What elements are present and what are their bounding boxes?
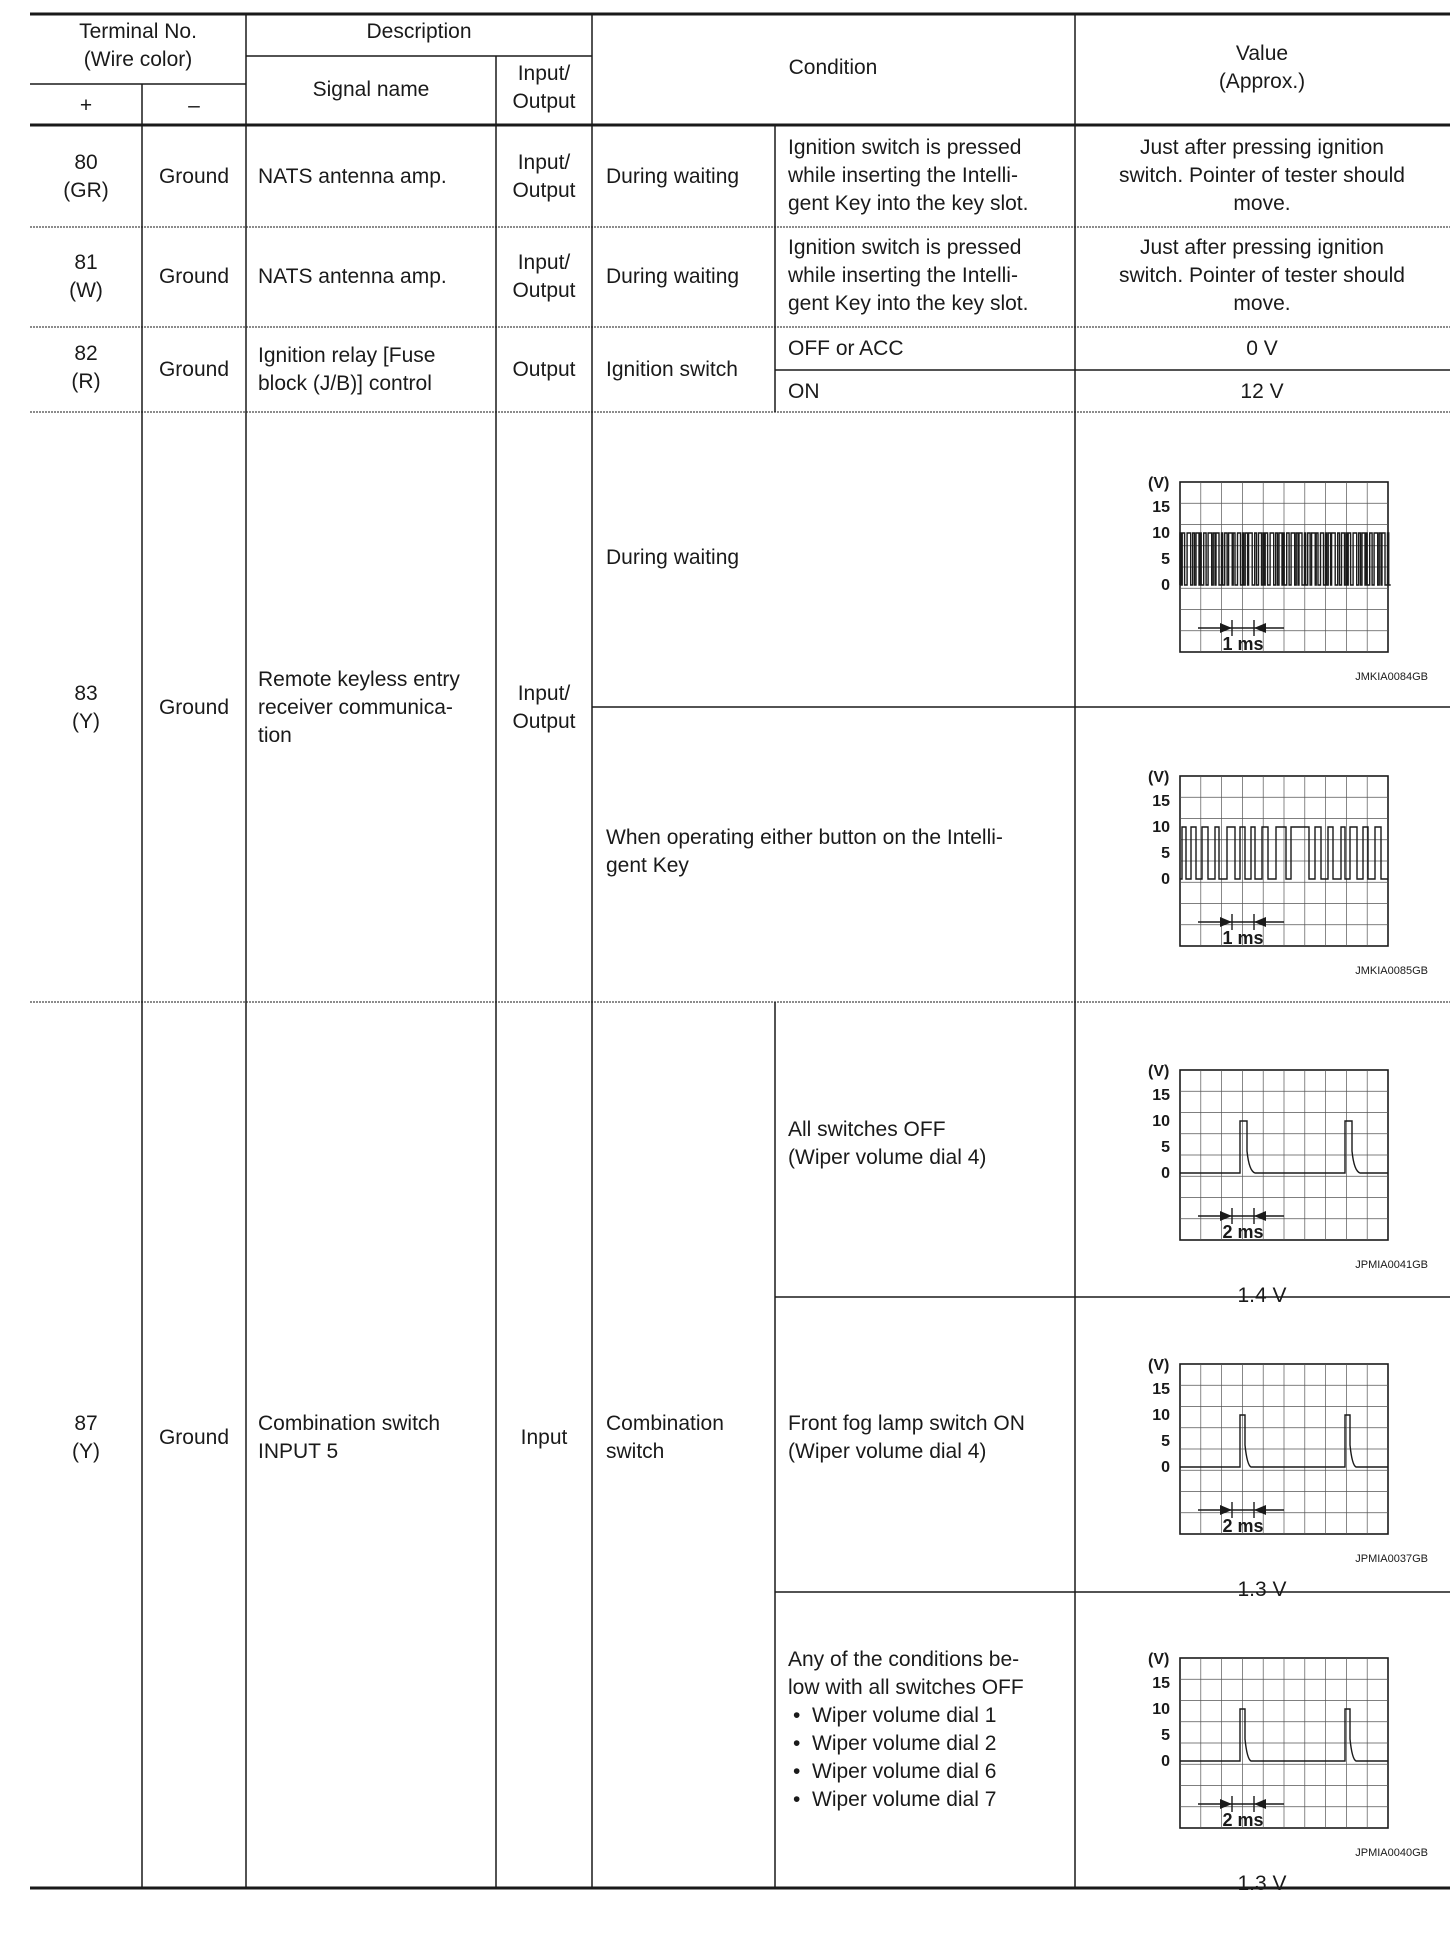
ground-label: Ground [158, 165, 230, 188]
axis-unit-label: (V) [1148, 475, 1170, 492]
bullet-glyph: • [793, 1788, 801, 1811]
wire-color: (R) [71, 370, 101, 393]
axis-unit-label: (V) [1148, 1063, 1170, 1080]
signal-name-1: Ignition relay [Fuse [258, 344, 436, 367]
sub-condition-b-2: (Wiper volume dial 4) [788, 1440, 987, 1463]
value-2: switch. Pointer of tester should [1119, 164, 1405, 187]
signal-name-3: tion [258, 724, 292, 747]
value-2: switch. Pointer of tester should [1119, 264, 1405, 287]
axis-unit-label: (V) [1148, 1651, 1170, 1668]
header-wire-color: (Wire color) [83, 48, 193, 71]
header-condition: Condition [788, 56, 878, 79]
signal-name-1: Combination switch [258, 1412, 441, 1435]
value-1: Just after pressing ignition [1140, 136, 1384, 159]
scope-grid [1180, 1658, 1388, 1828]
header-io-2: Output [512, 90, 576, 113]
signal-name-2: block (J/B)] control [258, 372, 432, 395]
terminal-table [30, 12, 1450, 1892]
axis-tick-label: 15 [1152, 499, 1170, 516]
axis-tick-label: 10 [1152, 1407, 1170, 1424]
table-row-80 [63, 136, 1405, 215]
value-1: Just after pressing ignition [1140, 236, 1384, 259]
axis-tick-label: 15 [1152, 1675, 1170, 1692]
io-label-2: Output [512, 710, 576, 733]
bullet-list [793, 1704, 996, 1811]
header-plus: + [79, 94, 93, 117]
axis-tick-label: 0 [1161, 577, 1170, 594]
condition: During waiting [606, 265, 740, 288]
figure-code: JPMIA0040GB [1355, 1847, 1428, 1859]
axis-tick-label: 10 [1152, 1113, 1170, 1130]
figure-code: JPMIA0041GB [1355, 1259, 1428, 1271]
bullet-item: Wiper volume dial 1 [812, 1704, 997, 1727]
value-3: move. [1233, 292, 1291, 315]
bullet-item: Wiper volume dial 7 [812, 1788, 997, 1811]
waveform-scope [1148, 1651, 1428, 1892]
axis-tick-label: 0 [1161, 1753, 1170, 1770]
axis-unit-label: (V) [1148, 1357, 1170, 1374]
header-minus: – [188, 94, 200, 117]
sub-condition-1: Ignition switch is pressed [788, 136, 1022, 159]
axis-tick-label: 0 [1161, 1459, 1170, 1476]
measured-value: 1.4 V [1237, 1284, 1287, 1307]
axis-tick-label: 0 [1161, 871, 1170, 888]
axis-tick-label: 10 [1152, 525, 1170, 542]
figure-code: JMKIA0084GB [1355, 671, 1428, 683]
value-on: 12 V [1240, 380, 1284, 403]
bullet-glyph: • [793, 1704, 801, 1727]
header-io-1: Input/ [517, 62, 571, 85]
axis-tick-label: 15 [1152, 1381, 1170, 1398]
sub-condition-3: gent Key into the key slot. [788, 192, 1029, 215]
sub-condition-off-acc: OFF or ACC [788, 337, 904, 360]
signal-name-2: receiver communica- [258, 696, 453, 719]
ground-label: Ground [158, 1426, 230, 1449]
waveform-scope [1148, 769, 1428, 977]
terminal-number: 87 [74, 1412, 98, 1435]
axis-tick-label: 5 [1161, 845, 1170, 862]
header-terminal-no: Terminal No. [79, 20, 197, 43]
io-label-2: Output [512, 179, 576, 202]
io-label-2: Output [512, 279, 576, 302]
axis-tick-label: 0 [1161, 1165, 1170, 1182]
sub-condition-2: while inserting the Intelli- [788, 164, 1018, 187]
scope-grid [1180, 1364, 1388, 1534]
value-3: move. [1233, 192, 1291, 215]
condition: During waiting [606, 165, 740, 188]
table-row-81 [69, 236, 1405, 315]
axis-tick-label: 5 [1161, 1727, 1170, 1744]
sub-condition-c-2: low with all switches OFF [788, 1676, 1024, 1699]
header-value-2: (Approx.) [1218, 70, 1306, 93]
waveform-scope [1148, 1063, 1428, 1307]
ground-label: Ground [158, 358, 230, 381]
axis-tick-label: 10 [1152, 819, 1170, 836]
axis-tick-label: 5 [1161, 1433, 1170, 1450]
signal-name: NATS antenna amp. [258, 165, 447, 188]
terminal-number: 81 [74, 251, 98, 274]
ground-label: Ground [158, 265, 230, 288]
header-description: Description [366, 20, 472, 43]
header-value-1: Value [1235, 42, 1289, 65]
waveform-scope [1148, 475, 1428, 683]
header-signal-name: Signal name [312, 78, 430, 101]
sub-condition-b-1: Front fog lamp switch ON [788, 1412, 1025, 1435]
waveform-trace [1180, 533, 1391, 585]
bullet-item: Wiper volume dial 2 [812, 1732, 997, 1755]
figure-code: JPMIA0037GB [1355, 1553, 1428, 1565]
time-division-label: 1 ms [1222, 928, 1264, 948]
condition-1: Combination [606, 1412, 724, 1435]
io-label-1: Input/ [517, 251, 571, 274]
io-label: Input [520, 1426, 568, 1449]
value-off-acc: 0 V [1246, 337, 1278, 360]
io-label-1: Input/ [517, 151, 571, 174]
wire-color: (W) [69, 279, 103, 302]
bullet-glyph: • [793, 1760, 801, 1783]
time-division-label: 2 ms [1222, 1810, 1264, 1830]
condition-operating-1: When operating either button on the Intelli- [606, 826, 1003, 849]
measured-value: 1.3 V [1237, 1872, 1287, 1892]
table-row-87 [72, 1118, 1025, 1811]
axis-tick-label: 10 [1152, 1701, 1170, 1718]
signal-name-2: INPUT 5 [258, 1440, 339, 1463]
signal-name: NATS antenna amp. [258, 265, 447, 288]
sub-condition-3: gent Key into the key slot. [788, 292, 1029, 315]
sub-condition-2: while inserting the Intelli- [788, 264, 1018, 287]
axis-tick-label: 5 [1161, 1139, 1170, 1156]
signal-name-1: Remote keyless entry [258, 668, 460, 691]
axis-unit-label: (V) [1148, 769, 1170, 786]
sub-condition-1: Ignition switch is pressed [788, 236, 1022, 259]
bullet-item: Wiper volume dial 6 [812, 1760, 997, 1783]
figure-code: JMKIA0085GB [1355, 965, 1428, 977]
sub-condition-a-1: All switches OFF [788, 1118, 946, 1141]
bullet-glyph: • [793, 1732, 801, 1755]
axis-tick-label: 15 [1152, 793, 1170, 810]
terminal-number: 80 [74, 151, 98, 174]
axis-tick-label: 15 [1152, 1087, 1170, 1104]
condition-during-waiting: During waiting [606, 546, 740, 569]
ground-label: Ground [158, 696, 230, 719]
io-label-1: Input/ [517, 682, 571, 705]
condition-2: switch [606, 1440, 665, 1463]
scope-grid [1180, 1070, 1388, 1240]
wire-color: (GR) [63, 179, 109, 202]
time-division-label: 1 ms [1222, 634, 1264, 654]
terminal-number: 82 [74, 342, 98, 365]
time-division-label: 2 ms [1222, 1516, 1264, 1536]
condition: Ignition switch [606, 358, 738, 381]
axis-tick-label: 5 [1161, 551, 1170, 568]
table-row-83 [72, 546, 1003, 877]
time-division-label: 2 ms [1222, 1222, 1264, 1242]
wire-color: (Y) [72, 1440, 100, 1463]
wire-color: (Y) [72, 710, 100, 733]
terminal-number: 83 [74, 682, 98, 705]
table-header [79, 20, 1305, 117]
io-label: Output [512, 358, 576, 381]
measured-value: 1.3 V [1237, 1578, 1287, 1601]
sub-condition-a-2: (Wiper volume dial 4) [788, 1146, 987, 1169]
condition-operating-2: gent Key [606, 854, 689, 877]
sub-condition-on: ON [788, 380, 820, 403]
waveform-scope [1148, 1357, 1428, 1601]
sub-condition-c-1: Any of the conditions be- [788, 1648, 1020, 1671]
